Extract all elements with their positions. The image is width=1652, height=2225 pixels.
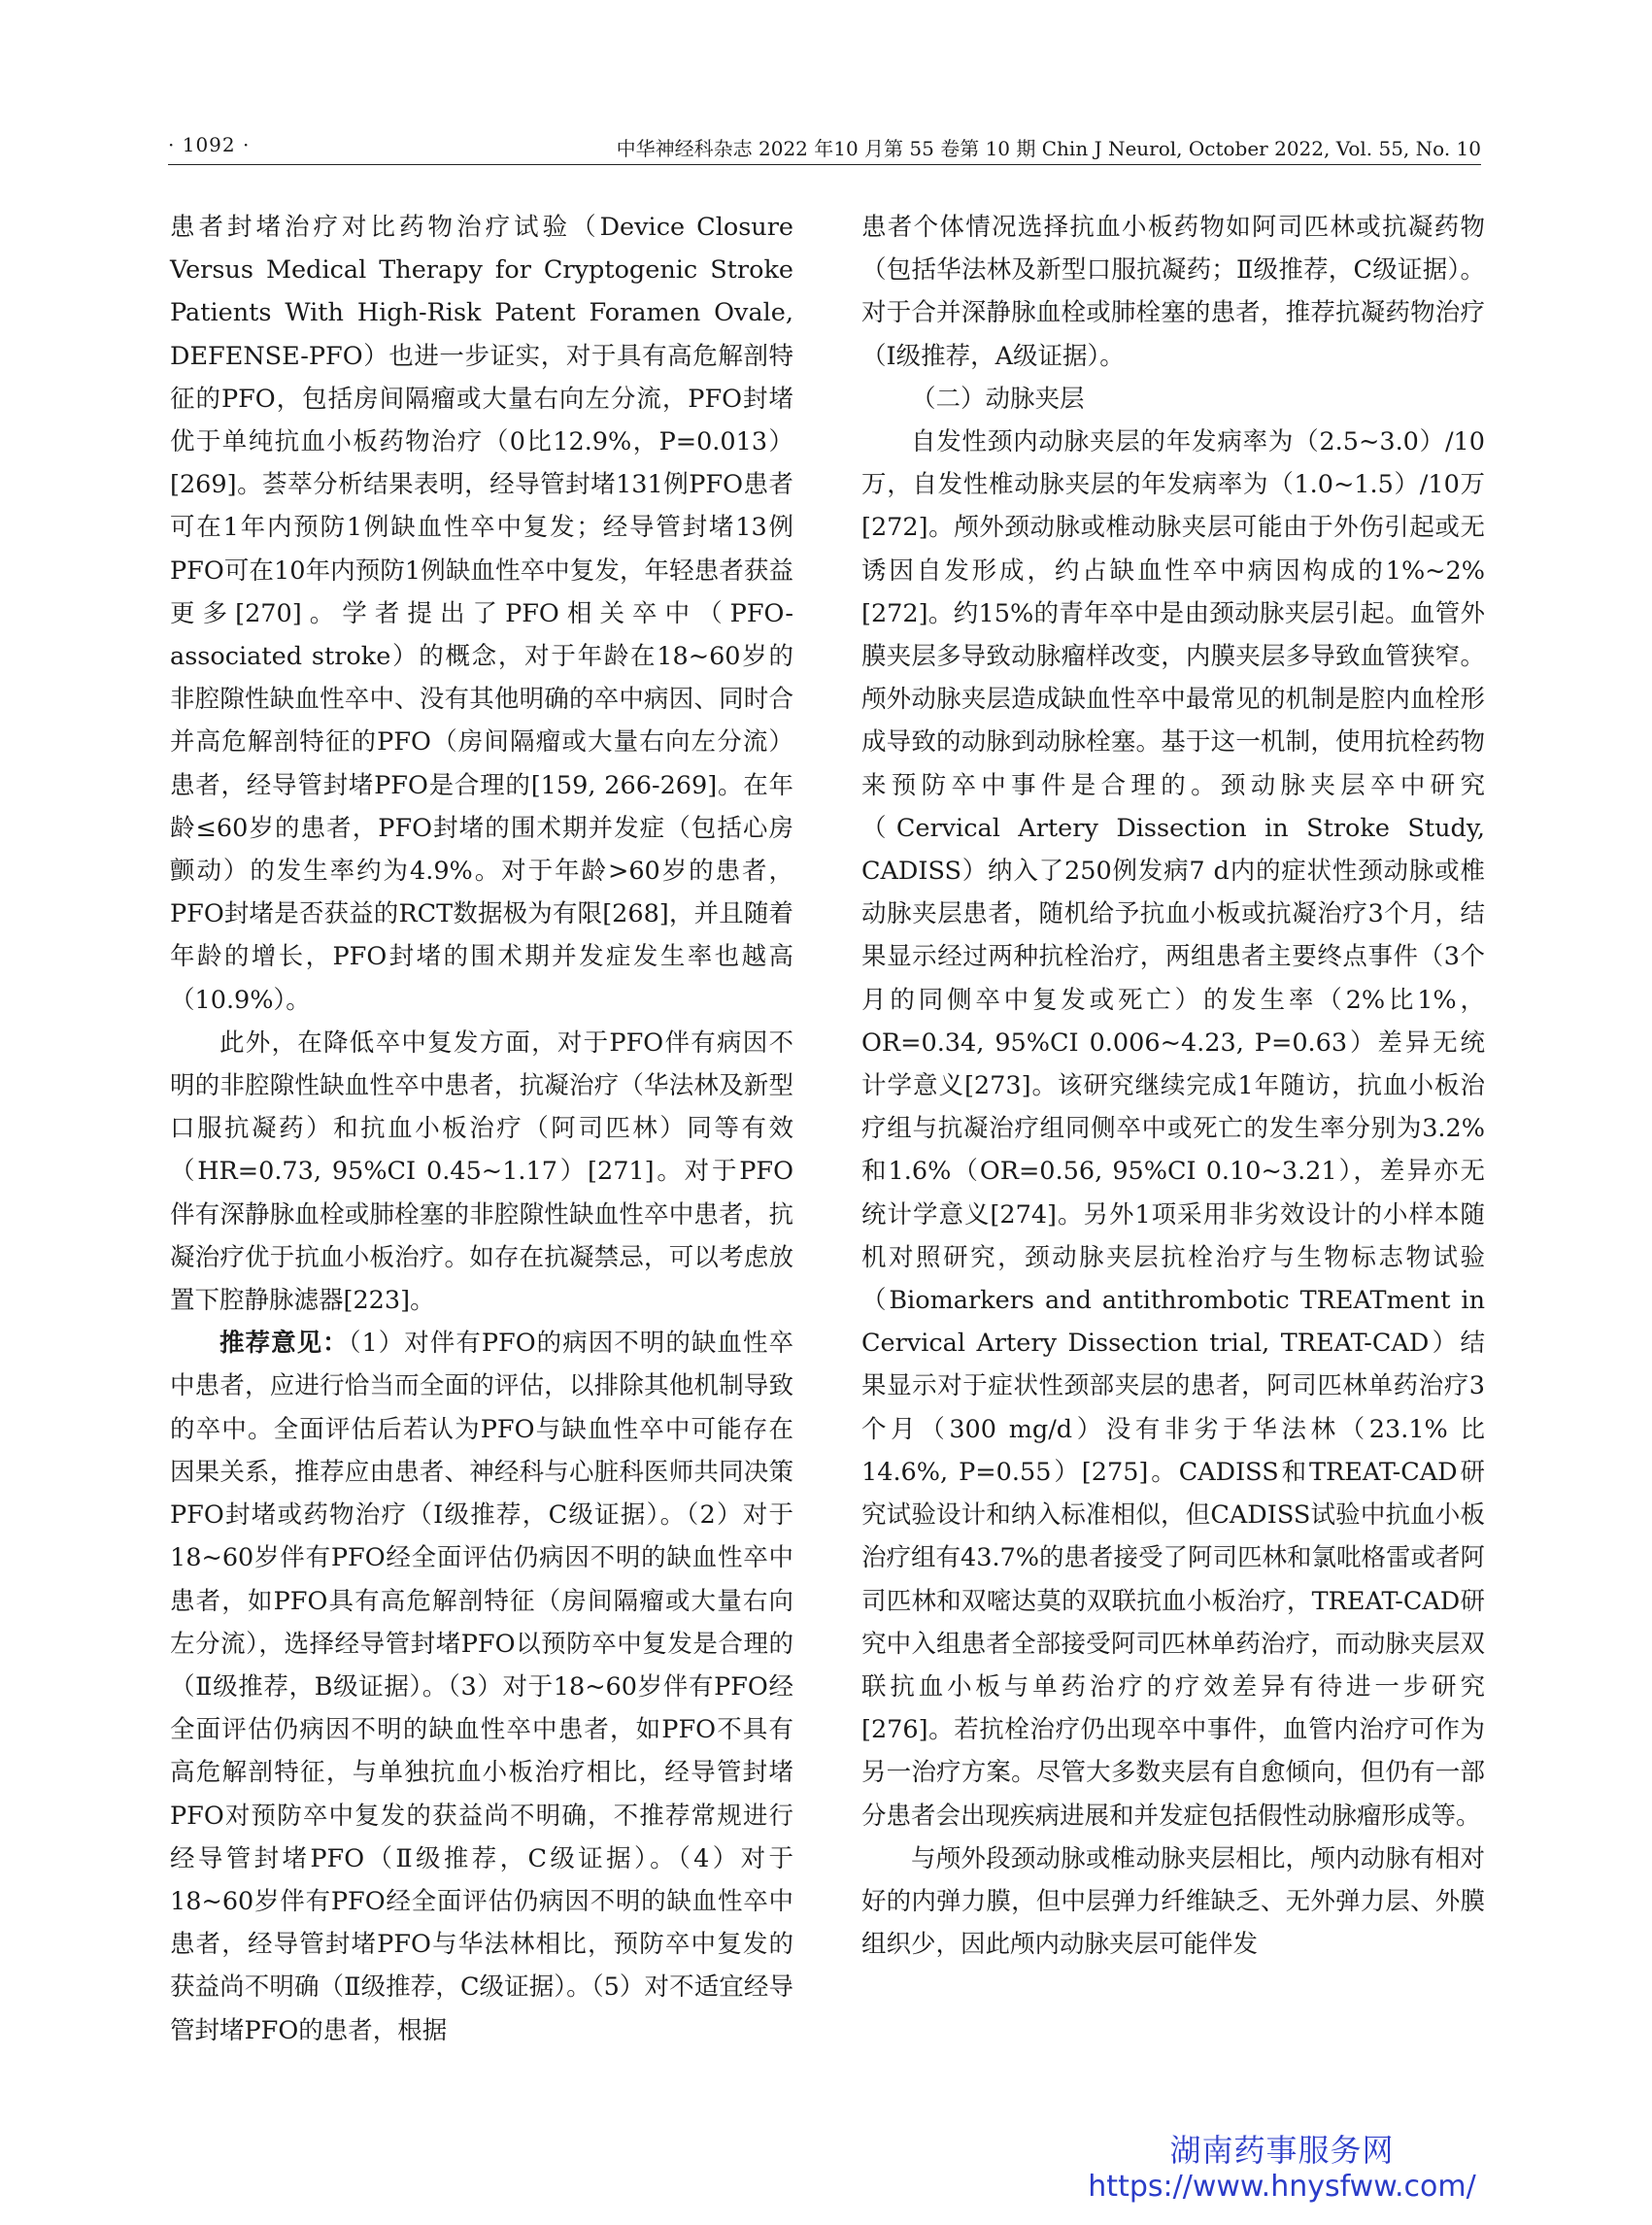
watermark-name: 湖南药事服务网	[1169, 2132, 1395, 2169]
paragraph: 与颅外段颈动脉或椎动脉夹层相比，颅内动脉有相对好的内弹力膜，但中层弹力纤维缺乏、无外弹力层、外膜组织少，因此颅内动脉夹层可能伴发	[861, 1843, 1485, 1960]
paragraph: 患者个体情况选择抗血小板药物如阿司匹林或抗凝药物（包括华法林及新型口服抗凝药；Ⅱ级推荐，C级证据）。对于合并深静脉血栓或肺栓塞的患者，推荐抗凝药物治疗（Ⅰ级推荐，A级证据）。	[861, 213, 1485, 371]
paragraph: 此外，在降低卒中复发方面，对于PFO伴有病因不明的非腔隙性缺血性卒中患者，抗凝治疗（华法林及新型口服抗凝药）和抗血小板治疗（阿司匹林）同等有效（HR=0.73, 95%CI 0.45~1.17）[271]。对于PFO伴有深静脉血栓或肺栓塞的非腔隙性缺血性卒中患者，抗凝治疗优于抗血小板治疗。如存在抗凝禁忌，可以考虑放置下腔静脉滤器[223]。	[170, 1028, 793, 1316]
paragraph: 患者封堵治疗对比药物治疗试验（Device Closure Versus Medical Therapy for Cryptogenic Stroke Patients With High-Risk Patent Foramen Ovale, DEFENSE-PFO）也进一步证实，对于具有高危解剖特征的PFO，包括房间隔瘤或大量右向左分流，PFO封堵优于单纯抗血小板药物治疗（0比12.9%，P=0.013）[269]。荟萃分析结果表明，经导管封堵131例PFO患者可在1年内预防1例缺血性卒中复发；经导管封堵13例PFO可在10年内预防1例缺血性卒中复发，年轻患者获益更多[270]。学者提出了PFO相关卒中（PFO-associated stroke）的概念，对于年龄在18~60岁的非腔隙性缺血性卒中、没有其他明确的卒中病因、同时合并高危解剖特征的PFO（房间隔瘤或大量右向左分流）患者，经导管封堵PFO是合理的[159, 266-269]。在年龄≤60岁的患者，PFO封堵的围术期并发症（包括心房颤动）的发生率约为4.9%。对于年龄>60岁的患者，PFO封堵是否获益的RCT数据极为有限[268]，并且随着年龄的增长，PFO封堵的围术期并发症发生率也越高（10.9%）。	[170, 213, 793, 1015]
recommendation-label: 推荐意见：	[219, 1329, 349, 1359]
journal-citation: 中华神经科杂志 2022 年10 月第 55 卷第 10 期 Chin J Neurol, October 2022, Vol. 55, No. 10	[616, 137, 1481, 160]
running-header	[168, 129, 1481, 165]
section-heading: （二）动脉夹层	[911, 384, 1085, 414]
watermark-url[interactable]: https://www.hnysfww.com/	[1088, 2170, 1476, 2204]
recommendation-text: （1）对伴有PFO的病因不明的缺血性卒中患者，应进行恰当而全面的评估，以排除其他机制导致的卒中。全面评估后若认为PFO与缺血性卒中可能存在因果关系，推荐应由患者、神经科与心脏科医师共同决策PFO封堵或药物治疗（Ⅰ级推荐，C级证据）。（2）对于18~60岁伴有PFO经全面评估仍病因不明的缺血性卒中患者，如PFO具有高危解剖特征（房间隔瘤或大量右向左分流），选择经导管封堵PFO以预防卒中复发是合理的（Ⅱ级推荐，B级证据）。（3）对于18~60岁伴有PFO经全面评估仍病因不明的缺血性卒中患者，如PFO不具有高危解剖特征，与单独抗血小板治疗相比，经导管封堵PFO对预防卒中复发的获益尚不明确，不推荐常规进行经导管封堵PFO（Ⅱ级推荐，C级证据）。（4）对于18~60岁伴有PFO经全面评估仍病因不明的缺血性卒中患者，经导管封堵PFO与华法林相比，预防卒中复发的获益尚不明确（Ⅱ级推荐，C级证据）。（5）对不适宜经导管封堵PFO的患者，根据	[170, 1329, 793, 2045]
watermark	[1059, 2132, 1505, 2206]
left-column	[170, 206, 793, 2052]
recommendation-paragraph	[170, 1322, 793, 2051]
paragraph: 自发性颈内动脉夹层的年发病率为（2.5~3.0）/10万，自发性椎动脉夹层的年发病率为（1.0~1.5）/10万[272]。颅外颈动脉或椎动脉夹层可能由于外伤引起或无诱因自发形成，约占缺血性卒中病因构成的1%~2%[272]。约15%的青年卒中是由颈动脉夹层引起。血管外膜夹层多导致动脉瘤样改变，内膜夹层多导致血管狭窄。颅外动脉夹层造成缺血性卒中最常见的机制是腔内血栓形成导致的动脉到动脉栓塞。基于这一机制，使用抗栓药物来预防卒中事件是合理的。颈动脉夹层卒中研究（Cervical Artery Dissection in Stroke Study, CADISS）纳入了250例发病7 d内的症状性颈动脉或椎动脉夹层患者，随机给予抗血小板或抗凝治疗3个月，结果显示经过两种抗栓治疗，两组患者主要终点事件（3个月的同侧卒中复发或死亡）的发生率（2%比1%，OR=0.34, 95%CI 0.006~4.23, P=0.63）差异无统计学意义[273]。该研究继续完成1年随访，抗血小板治疗组与抗凝治疗组同侧卒中或死亡的发生率分别为3.2%和1.6%（OR=0.56, 95%CI 0.10~3.21），差异亦无统计学意义[274]。另外1项采用非劣效设计的小样本随机对照研究，颈动脉夹层抗栓治疗与生物标志物试验（Biomarkers and antithrombotic TREATment in Cervical Artery Dissection trial, TREAT-CAD）结果显示对于症状性颈部夹层的患者，阿司匹林单药治疗3个月（300 mg/d）没有非劣于华法林（23.1% 比 14.6%, P=0.55）[275]。CADISS和TREAT-CAD研究试验设计和纳入标准相似，但CADISS试验中抗血小板治疗组有43.7%的患者接受了阿司匹林和氯吡格雷或者阿司匹林和双嘧达莫的双联抗血小板治疗，TREAT-CAD研究中入组患者全部接受阿司匹林单药治疗，而动脉夹层双联抗血小板与单药治疗的疗效差异有待进一步研究[276]。若抗栓治疗仍出现卒中事件，血管内治疗可作为另一治疗方案。尽管大多数夹层有自愈倾向，但仍有一部分患者会出现疾病进展和并发症包括假性动脉瘤形成等。	[861, 427, 1486, 1831]
right-column	[861, 206, 1485, 1966]
page-number: · 1092 ·	[168, 133, 251, 156]
